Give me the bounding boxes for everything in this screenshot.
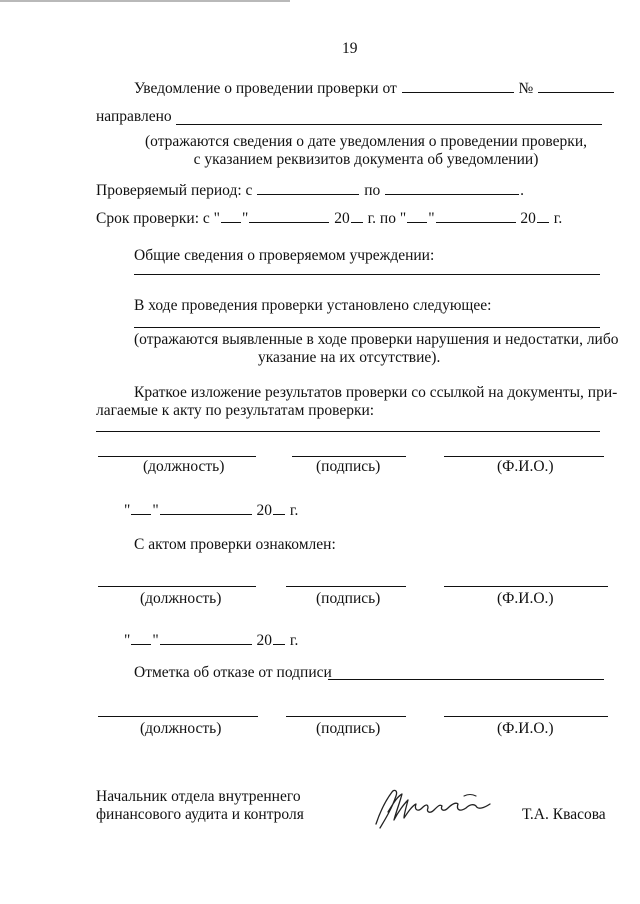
date1-day-blank xyxy=(131,500,151,515)
date2-quote-close: " xyxy=(152,632,159,649)
handwritten-signature xyxy=(368,782,508,836)
footer-name: Т.А. Квасова xyxy=(522,806,606,823)
footer-title-line-1: Начальник отдела внутреннего xyxy=(96,788,301,805)
sign3-signature-label: (подпись) xyxy=(316,720,381,737)
notice-date-blank xyxy=(402,78,514,93)
footer-title-line-2: финансового аудита и контроля xyxy=(96,806,304,823)
term-label: Срок проверки: с " xyxy=(96,210,220,227)
term-year2-blank xyxy=(537,208,549,223)
sign1-signature-label: (подпись) xyxy=(316,458,381,475)
sign2-signature-label: (подпись) xyxy=(316,590,381,607)
sign1-signature-line xyxy=(292,456,406,457)
date1-year-blank xyxy=(273,500,285,515)
summary-line-1: Краткое изложение результатов проверки со ссылкой на документы, при- xyxy=(134,384,618,401)
page-top-edge xyxy=(0,0,290,2)
date-line-2 xyxy=(124,630,298,650)
sign3-signature-line xyxy=(286,716,406,717)
notice-hint-1: (отражаются сведения о дате уведомления о проведении проверки, xyxy=(145,133,587,150)
sign2-name-label: (Ф.И.О.) xyxy=(497,590,554,607)
term-month-blank xyxy=(249,208,329,223)
findings-blank xyxy=(134,327,600,328)
sign1-position-line xyxy=(98,456,256,457)
notice-number-sign: № xyxy=(518,80,534,97)
term-year-prefix: 20 xyxy=(334,210,350,227)
term-quote: " xyxy=(242,210,249,227)
date1-quote-close: " xyxy=(152,502,159,519)
findings-label: В ходе проведения проверки установлено следующее: xyxy=(134,297,492,314)
period-label: Проверяемый период: с xyxy=(96,182,253,199)
sign1-name-label: (Ф.И.О.) xyxy=(497,458,554,475)
sign3-position-label: (должность) xyxy=(140,720,222,737)
refusal-blank xyxy=(328,679,604,680)
date1-month-blank xyxy=(160,500,252,515)
term-year2-suffix: г. xyxy=(553,210,563,227)
term-day-blank xyxy=(221,208,241,223)
sign3-position-line xyxy=(98,716,258,717)
period-to-label: по xyxy=(364,182,381,199)
general-info-label: Общие сведения о проверяемом учреждении: xyxy=(134,247,435,264)
findings-hint-1: (отражаются выявленные в ходе проверки нарушения и недостатки, либо xyxy=(134,331,619,348)
sign2-name-line xyxy=(444,586,608,587)
term-year-suffix: г. по " xyxy=(367,210,407,227)
date1-quote-open: " xyxy=(124,502,131,519)
date2-month-blank xyxy=(160,630,252,645)
findings-hint-2: указание на их отсутствие). xyxy=(258,349,441,366)
term-year2-prefix: 20 xyxy=(520,210,536,227)
date2-year: 20 xyxy=(256,632,273,649)
term-month2-blank xyxy=(436,208,516,223)
term-line xyxy=(96,208,562,228)
period-from-blank xyxy=(257,180,359,195)
summary-blank xyxy=(96,431,600,432)
date1-year: 20 xyxy=(256,502,273,519)
sign3-name-label: (Ф.И.О.) xyxy=(497,720,554,737)
sign2-position-line xyxy=(98,586,256,587)
sent-blank xyxy=(176,124,602,125)
general-info-blank xyxy=(134,274,600,275)
period-end: . xyxy=(520,182,524,199)
date2-suffix: г. xyxy=(289,632,299,649)
page-number: 19 xyxy=(342,40,358,57)
sign2-signature-line xyxy=(286,586,406,587)
sign1-position-label: (должность) xyxy=(143,458,225,475)
term-day2-blank xyxy=(407,208,427,223)
period-line xyxy=(96,180,524,200)
date1-suffix: г. xyxy=(289,502,299,519)
sign2-position-label: (должность) xyxy=(140,590,222,607)
acquainted-label: С актом проверки ознакомлен: xyxy=(134,536,336,553)
sent-label: направлено xyxy=(96,108,172,125)
date2-day-blank xyxy=(131,630,151,645)
notice-label: Уведомление о проведении проверки от xyxy=(134,80,397,97)
refusal-label: Отметка об отказе от подписи xyxy=(134,664,332,681)
date-line-1 xyxy=(124,500,298,520)
term-quote2: " xyxy=(428,210,435,227)
notice-line xyxy=(134,78,615,98)
summary-line-2: лагаемые к акту по результатам проверки: xyxy=(96,402,375,419)
sign3-name-line xyxy=(444,716,608,717)
notice-hint-2: с указанием реквизитов документа об уведомлении) xyxy=(193,151,539,168)
notice-number-blank xyxy=(538,78,614,93)
sign1-name-line xyxy=(444,456,604,457)
term-year-blank xyxy=(351,208,363,223)
date2-quote-open: " xyxy=(124,632,131,649)
period-to-blank xyxy=(385,180,519,195)
date2-year-blank xyxy=(273,630,285,645)
